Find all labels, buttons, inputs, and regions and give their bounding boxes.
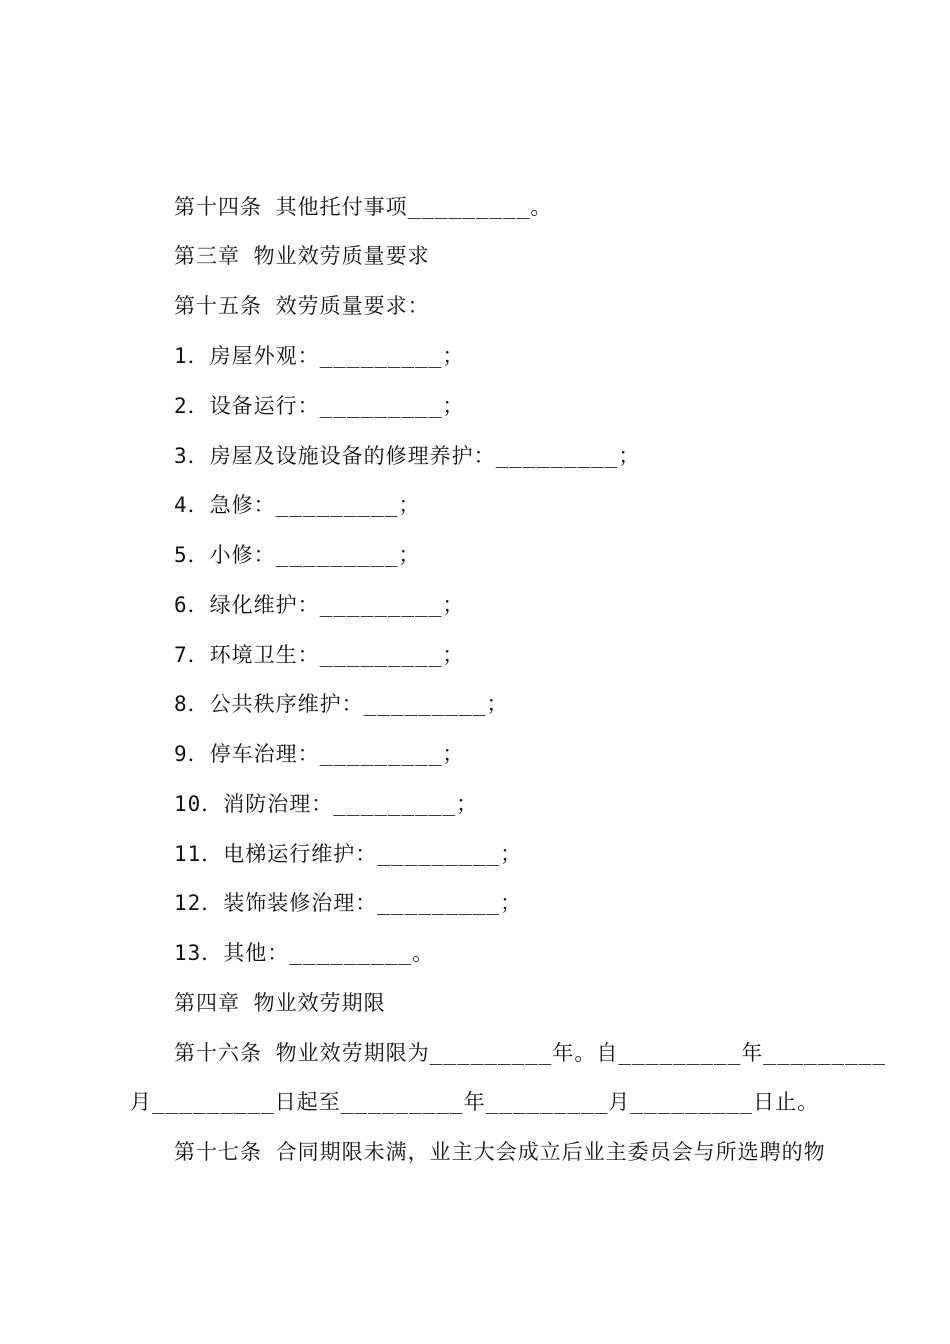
- article-16-line-2: 月_________日起至_________年_________月_________日止。: [130, 1090, 820, 1114]
- list-item-9: 9．停车治理：_________；: [174, 742, 465, 766]
- article-16-line-1: 第十六条 物业效劳期限为_________年。自_________年_________: [174, 1041, 887, 1065]
- list-item-2: 2．设备运行：_________；: [174, 394, 465, 418]
- list-item-5: 5．小修：_________；: [174, 543, 421, 567]
- article-17-line-1: 第十七条 合同期限未满，业主大会成立后业主委员会与所选聘的物: [174, 1140, 826, 1164]
- list-item-3: 3．房屋及设施设备的修理养护：_________；: [174, 444, 641, 468]
- article-14: 第十四条 其他托付事项_________。: [174, 195, 553, 219]
- list-item-6: 6．绿化维护：_________；: [174, 593, 465, 617]
- list-item-8: 8．公共秩序维护：_________；: [174, 692, 509, 716]
- list-item-1: 1．房屋外观：_________；: [174, 344, 465, 368]
- article-15: 第十五条 效劳质量要求：: [174, 294, 430, 318]
- list-item-4: 4．急修：_________；: [174, 493, 421, 517]
- chapter-4-heading: 第四章 物业效劳期限: [174, 991, 386, 1015]
- list-item-10: 10．消防治理：_________；: [174, 792, 479, 816]
- list-item-13: 13．其他：_________。: [174, 941, 435, 965]
- list-item-11: 11．电梯运行维护：_________；: [174, 842, 523, 866]
- chapter-3-heading: 第三章 物业效劳质量要求: [174, 244, 430, 268]
- list-item-7: 7．环境卫生：_________；: [174, 643, 465, 667]
- list-item-12: 12．装饰装修治理：_________；: [174, 891, 523, 915]
